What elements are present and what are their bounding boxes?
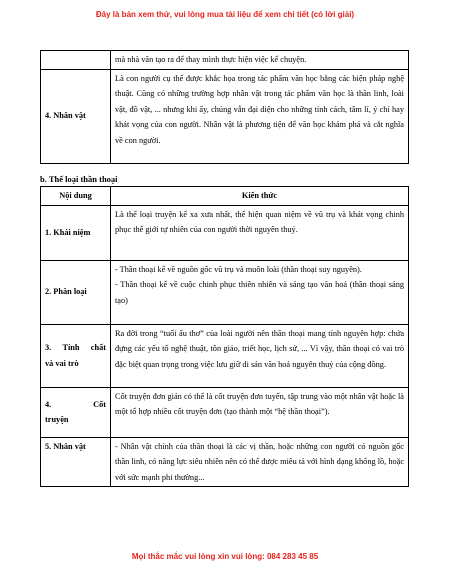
table-cell-content: Ra đời trong “tuổi ấu thơ” của loài người nên thần thoại mang tính nguyên hợp: chứa đựng các yếu tố nghệ thuật, tôn giáo, triết học, lịch sử, ... Vì vậy, thần thoại có vai trò đặc biệt quan trọng trong việc lưu giữ di sản văn hoá nguyên thuỷ của cộng đồng. xyxy=(111,324,409,387)
table-cell-content: Cốt truyện đơn giản có thể là cốt truyện đơn tuyến, tập trung vào một nhân vật hoặc là một tổ hợp nhiều cốt truyện đơn (tạo thành một “hệ thần thoại”). xyxy=(111,387,409,437)
table-row xyxy=(41,69,409,163)
table-cell-content: - Nhân vật chính của thần thoại là các vị thần, hoặc những con người có nguồn gốc thần linh, có năng lực siêu nhiên nên có thể được miêu tả với hình dạng khổng lồ, hoặc với sức mạnh phi thường... xyxy=(111,437,409,487)
myth-genre-table xyxy=(40,186,409,487)
content-line: - Thần thoại kể về cuộc chinh phục thiên nhiên và sáng tạo văn hoá (thần thoại sáng tạo) xyxy=(115,280,404,305)
label-part: 3. xyxy=(45,343,52,352)
row-label-nature-role xyxy=(41,324,111,387)
row-label-concept: 1. Khái niệm xyxy=(41,205,111,260)
row-label-plot xyxy=(41,387,111,437)
table-cell-empty xyxy=(41,51,111,70)
table-row xyxy=(41,260,409,324)
table-cell-content: mà nhà văn tạo ra để thay mình thực hiện việc kể chuyện. xyxy=(111,51,409,70)
contact-footer: Mọi thắc mắc vui lòng xin vui lòng: 084 283 45 85 xyxy=(131,552,319,561)
table-row xyxy=(41,437,409,487)
column-header-content: Nội dung xyxy=(41,187,111,206)
table-row xyxy=(41,205,409,260)
content-line: - Thần thoại kể về nguồn gốc vũ trụ và muôn loài (thần thoại suy nguyên). xyxy=(115,264,362,274)
table-cell-content: Là thể loại truyện kể xa xưa nhất, thể hiện quan niệm về vũ trụ và khát vọng chinh phục thế giới tự nhiên của con người thời nguyên thuỷ. xyxy=(111,205,409,260)
row-label-character: 5. Nhân vật xyxy=(41,437,111,487)
table-row xyxy=(41,324,409,387)
literature-table-continued xyxy=(40,50,409,164)
table-cell-content: Là con người cụ thể được khắc họa trong tác phẩm văn học bằng các biện pháp nghệ thuật. Cũng có những trường hợp nhân vật trong tác phẩm văn học là thần linh, loài vật, đồ vật, ... nhưng khi ấy, chúng vẫn đại diện cho những tính cách, tâm lí, ý chí hay khát vọng của con người. Nhân vật là phương tiện để văn học khám phá và cắt nghĩa về con người. xyxy=(111,69,409,163)
label-line xyxy=(45,397,106,413)
label-line: và vai trò xyxy=(45,358,79,368)
table-cell-content xyxy=(111,260,409,324)
table-header-row xyxy=(41,187,409,206)
row-label-character: 4. Nhân vật xyxy=(41,69,111,163)
label-line xyxy=(45,340,106,356)
column-header-knowledge: Kiến thức xyxy=(111,187,409,206)
label-part: Tính xyxy=(62,343,80,352)
label-line: truyện xyxy=(45,415,69,424)
preview-banner: Đây là bản xem thử, vui lòng mua tài liệu để xem chi tiết (có lời giải) xyxy=(95,10,355,19)
label-part: chất xyxy=(90,343,106,352)
section-heading: b. Thể loại thần thoại xyxy=(40,174,118,184)
table-row xyxy=(41,387,409,437)
table-row xyxy=(41,51,409,70)
label-part: Cốt xyxy=(93,399,106,409)
row-label-classification: 2. Phân loại xyxy=(41,260,111,324)
label-part: 4. xyxy=(45,399,52,409)
